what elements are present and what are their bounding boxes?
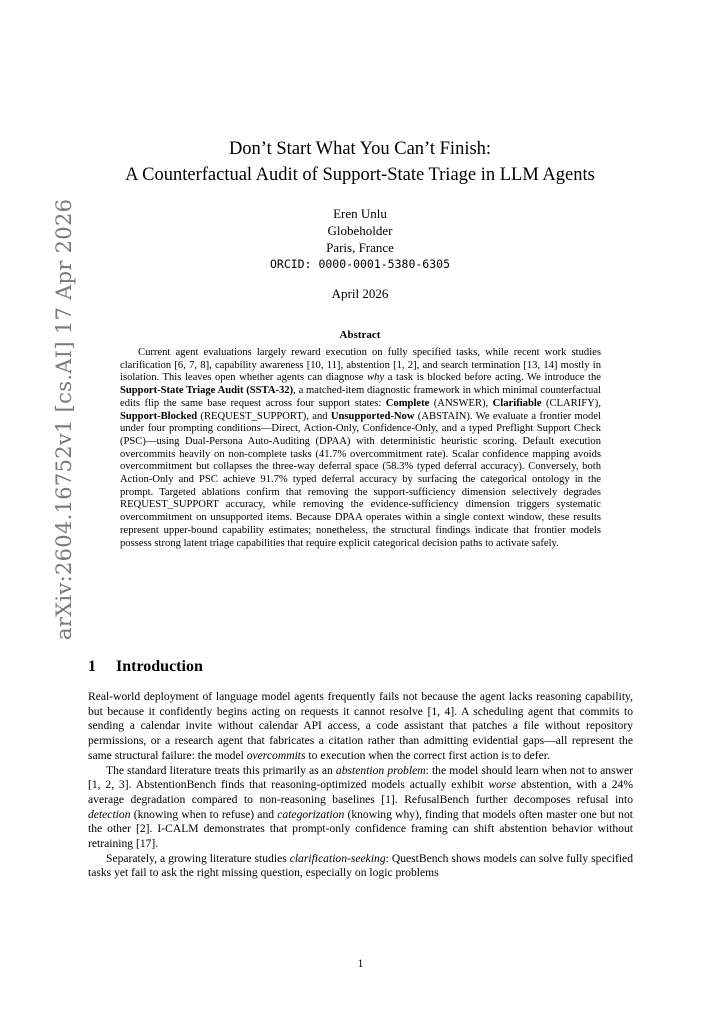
author-name: Eren Unlu	[333, 206, 387, 221]
abstract-part: (ANSWER),	[429, 397, 493, 409]
section-title: Introduction	[116, 658, 203, 675]
intro-body	[88, 690, 633, 881]
paper-title	[70, 136, 650, 188]
page-number: 1	[357, 958, 364, 970]
abstract-part: (REQUEST_SUPPORT), and	[197, 410, 331, 422]
intro-paragraph	[88, 690, 633, 764]
abstract-text	[120, 347, 601, 550]
state-clarifiable: Clarifiable	[492, 397, 542, 409]
intro-text: Separately, a growing literature studies	[106, 851, 290, 865]
abstract-emphasis: why	[367, 372, 385, 384]
intro-text: to execution when the correct first action is to defer.	[305, 748, 550, 762]
abstract-part: Current agent evaluations largely reward execution on fully specified tasks, while recent work studies clarification [6, 7, 8], capability awareness [10, 11], abstention [1, 2], and search termination [13, 14] mostly in isolation. This leaves open whether agents can diagnose	[120, 347, 601, 384]
author-orcid: ORCID: 0000-0001-5380-6305	[269, 257, 450, 271]
abstract-part: (ABSTAIN). We evaluate a frontier model under four prompting conditions—Direct, Action-Only, Confidence-Only, and a typed Preflight Support Check (PSC)—using Dual-Persona Auto-Auditing (DPAA) with deterministic heuristic scoring. Default execution overcommits heavily on non-complete tasks (41.7% overcommitment rate). Scalar confidence mapping avoids overcommitment but collapses the three-way deferral space (58.3% typed deferral accuracy). Conversely, both Action-Only and PSC achieve 91.7% typed deferral accuracy by surfacing the categorical ontology in the prompt. Targeted ablations confirm that removing the support-sufficiency dimension selectively degrades REQUEST_SUPPORT accuracy, while removing the evidence-sufficiency dimension triggers systematic overcommitment on unsupported items. Because DPAA operates within a single context window, these results represent upper-bound capability estimates; nonetheless, the structural findings indicate that frontier models possess strong latent triage capabilities that require explicit categorical decision paths to activate safely.	[120, 410, 601, 549]
abstract-heading: Abstract	[339, 329, 381, 341]
intro-emphasis: categorization	[277, 807, 345, 821]
intro-text: (knowing why), finding that models often master one but not the other [2]. I-CALM demonstrates that prompt-only confidence framing can shift abstention behavior without retraining [17].	[88, 807, 633, 851]
author-block	[200, 205, 520, 273]
author-affiliation: Globeholder	[327, 223, 393, 238]
title-line-2: A Counterfactual Audit of Support-State Triage in LLM Agents	[125, 165, 595, 185]
author-location: Paris, France	[326, 240, 394, 255]
section-number: 1	[88, 658, 96, 675]
state-support-blocked: Support-Blocked	[120, 410, 198, 422]
abstract-part: , a matched-item diagnostic framework in which minimal counterfactual edits flip the same base request across four support states:	[120, 385, 601, 409]
state-unsupported-now: Unsupported-Now	[330, 410, 415, 422]
intro-emphasis: worse	[488, 778, 517, 792]
abstract-part: a task is blocked before acting. We introduce the	[384, 372, 601, 384]
paper-date: April 2026	[331, 286, 389, 301]
intro-text: The standard literature treats this primarily as an	[106, 763, 336, 777]
intro-emphasis: clarification-seeking	[289, 851, 386, 865]
abstract-bold: Support-State Triage Audit (SSTA-32)	[120, 385, 294, 397]
intro-text: (knowing when to refuse) and	[130, 807, 278, 821]
arxiv-identifier: arXiv:2604.16752v1 [cs.AI] 17 Apr 2026	[52, 198, 76, 640]
intro-emphasis: detection	[88, 807, 131, 821]
arxiv-side-stamp	[14, 198, 76, 640]
intro-paragraph	[88, 852, 633, 881]
intro-text: : QuestBench shows models can solve fully specified tasks yet fail to ask the right missing question, especially on logic problems	[88, 851, 633, 880]
intro-paragraph	[88, 764, 633, 852]
intro-emphasis: abstention problem	[335, 763, 426, 777]
intro-emphasis: overcommits	[246, 748, 306, 762]
intro-text: : the model should learn when not to answer [1, 2, 3]. AbstentionBench finds that reasoning-optimized models actually exhibit	[88, 763, 634, 792]
intro-text: Real-world deployment of language model agents frequently fails not because the agent lacks reasoning capability, but because it confidently begins acting on requests it cannot resolve [1, 4]. A scheduling agent that commits to sending a calendar invite without calendar API access, a code assistant that patches a file without repository permissions, or a research agent that fabricates a citation rather than admitting evidential gaps—all represent the same structural failure: the model	[88, 690, 633, 762]
intro-text: abstention, with a 24% average degradation compared to non-reasoning baselines [1]. RefusalBench further decomposes refusal into	[88, 778, 633, 806]
state-complete: Complete	[385, 397, 430, 409]
title-line-1: Don’t Start What You Can’t Finish:	[228, 139, 492, 159]
abstract-part: (CLARIFY),	[541, 397, 601, 409]
section-heading	[88, 658, 203, 676]
